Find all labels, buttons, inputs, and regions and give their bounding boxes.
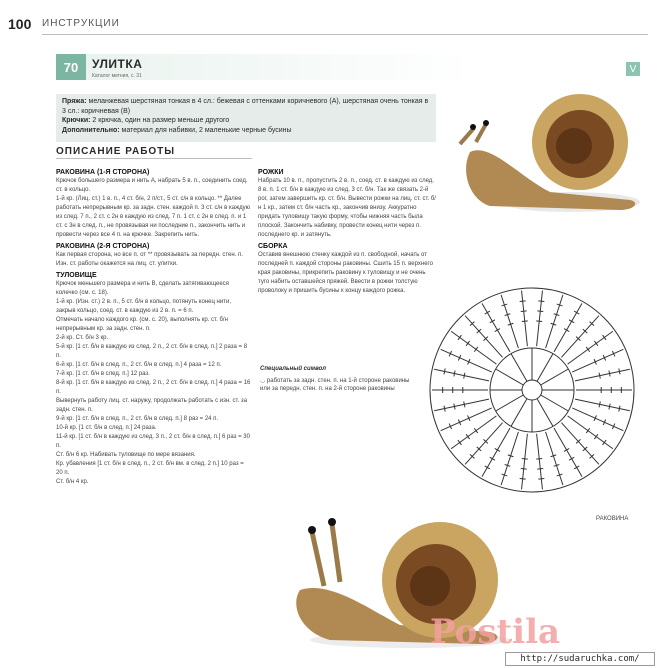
legend-text: работать за задн. стен. п. на 1-й стороне раковины или за передн. стен. п. на 2-й стороне раковины: [260, 378, 410, 392]
stitch-spoke: [434, 369, 489, 381]
chart-caption: РАКОВИНА: [596, 516, 629, 522]
stitch-tick: [454, 371, 455, 377]
extra-line: [62, 126, 430, 136]
pattern-subtitle: Каталог метния, с. 31: [92, 73, 142, 79]
stitch-spoke: [575, 399, 630, 411]
stitch-spoke: [575, 369, 630, 381]
hook-label: Крючки:: [62, 117, 91, 124]
inner-stitch: [511, 399, 527, 427]
section-heading: ТУЛОВИЩЕ: [56, 272, 97, 279]
instruction-paragraph: Крючок большего размера и нить А, набрать 5 в. п., соединить соед. ст. в кольцо.: [56, 178, 248, 193]
inner-stitch: [496, 395, 524, 411]
stitch-spoke: [522, 434, 528, 490]
stitch-tick: [466, 341, 470, 346]
stitch-tick: [619, 406, 620, 412]
stitch-spoke: [522, 291, 528, 347]
stitch-tick: [537, 469, 543, 470]
inner-stitch: [537, 399, 553, 427]
instruction-paragraph: 1-й кр. (Лиц. ст.) 1 в. п., 4 ст. б/н, 2 п/ст., 5 ст. с/н в кольцо. ** Далее работать непрерывным кр. за задн. стен. каждой п. 3 ст. с/н в каждую из след. 7 п., 2 ст. с 2н в каждую из след. 7 п. 1 ст. с 2н в след. п. и 1 ст. с 3н в след. п., не провязывая ни последние п., закончить нить и провести через все 4 п. на крючке. Закрепить нить.: [56, 196, 251, 238]
stitch-tick: [536, 459, 542, 460]
watermark-url: http://sudaruchka.com/: [505, 652, 655, 666]
legend-title: Специальный символ: [260, 366, 326, 372]
instruction-paragraph: Оставив внешнюю стенку каждой из п. свободной, начать от последней п. каждой стороны раковины. Сшить 15 п. верхнего края раковины, прикрепить раковину к туловищу и не очень туго набить оставшейся пряжей. Ввести в рожки толстую проволоку и пришить бусины к концу каждого рожка.: [258, 252, 433, 294]
instruction-paragraph: Как первая сторона, но все п. от ** провязывать за передн. стен. п. Изн. ст. работы окажется на лиц. ст. улитки.: [56, 252, 243, 267]
stitch-tick: [520, 301, 526, 302]
yarn-line: [62, 97, 430, 116]
inner-stitch: [537, 354, 553, 382]
instruction-paragraph: Кр. убавления [1 ст. б/н в след. п., 2 ст. б/н вм. в след. 2 п.] 10 раз = 20 п.: [56, 461, 244, 476]
stitch-tick: [569, 320, 574, 323]
instructions-column-2: [258, 166, 438, 296]
stitch-spoke: [451, 331, 496, 364]
stitch-tick: [569, 457, 574, 460]
section-heading: СБОРКА: [258, 243, 288, 250]
shell-crochet-chart: [420, 270, 650, 520]
stitch-tick: [586, 347, 590, 352]
yarn-text: меланжевая шерстяная тонкая в 4 сл.: бежевая с оттенками коричневого (А), шерстяная очень тонкая в 3 сл.: коричневая (В): [62, 98, 429, 115]
stitch-tick: [536, 321, 542, 322]
stitch-spoke: [441, 408, 492, 431]
stitch-tick: [619, 368, 620, 374]
stitch-tick: [490, 457, 495, 460]
stitch-tick: [444, 368, 445, 374]
instruction-paragraph: Набрать 10 в. п., пропустить 2 в. п., соед. ст. в каждую из след. 8 в. п. 1 ст. б/н в каждую из след. 3 ст. б/н. Так же связать 2-й рог, затем завершить кр. ст. б/н. Вывести рожки на лиц. ст. ст. б/н 1 кр., затем ст. б/н часть кр., закончив внизу. Аккуратно придать туловищу такую форму, чтобы нижняя часть была плоской. Закончить набивку, провести конец нити через п. последнего кр. и затянуть.: [258, 178, 436, 238]
inner-stitch: [541, 369, 569, 385]
inner-stitch: [496, 369, 524, 385]
stitch-tick: [520, 479, 526, 480]
stitch-spoke: [537, 434, 543, 490]
stitch-tick: [495, 329, 500, 332]
stitch-tick: [574, 311, 579, 314]
instruction-paragraph: Крючок меньшего размера и нить В, сделать затягивающееся колечко (см. с. 18).: [56, 281, 229, 296]
stitch-tick: [564, 448, 569, 451]
instruction-paragraph: Вывернуть работу лиц. ст. наружу, продолжать работать с изн. ст. за задн. стен. п.: [56, 398, 248, 413]
instruction-paragraph: 5-й кр. [1 ст. б/н в каждую из след. 2 п., 2 ст. б/н в след. п.] 2 раза = 8 п.: [56, 344, 248, 359]
inner-stitch: [511, 354, 527, 382]
page-header: [0, 0, 660, 40]
stitch-tick: [495, 448, 500, 451]
stitch-spoke: [441, 349, 492, 372]
stitch-tick: [474, 347, 478, 352]
description-divider: [56, 158, 252, 159]
instruction-paragraph: 6-й кр. [1 ст. б/н в след. п., 2 ст. б/н в след. п.] 4 раза = 12 п.: [56, 362, 222, 368]
stitch-tick: [603, 440, 607, 445]
instructions-column-1: [56, 166, 252, 487]
hook-line: [62, 116, 430, 126]
instruction-paragraph: Ст. б/н 4 кр.: [56, 479, 89, 485]
instruction-paragraph: 8-й кр. [1 ст. б/н в каждую из след. 2 п., 2 ст. б/н в след. п.] 4 раза = 16 п.: [56, 380, 251, 395]
stitch-tick: [464, 373, 465, 379]
materials-box: [56, 94, 436, 142]
instruction-paragraph: 2-й кр. Ст. б/н 3 кр.: [56, 335, 109, 341]
instruction-paragraph: 1-й кр. (Изн. ст.) 2 в. п., 5 ст. б/н в кольцо, потянуть конец нити, закрыв кольцо, соед. ст. в каждую из 2 в. п. = 6 п.: [56, 299, 231, 314]
stitch-tick: [594, 341, 598, 346]
instruction-paragraph: Ст. б/н 6 кр. Набивать туловище по мере вязания.: [56, 452, 196, 458]
stitch-tick: [521, 469, 527, 470]
stitch-tick: [538, 301, 544, 302]
inner-stitch: [541, 395, 569, 411]
stitch-tick: [485, 311, 490, 314]
instruction-paragraph: Отмечать начало каждого кр. (см. с. 20), выполнять кр. ст. б/н непрерывным кр. за задн. стен. п.: [56, 317, 228, 332]
stitch-spoke: [568, 331, 613, 364]
stitch-tick: [609, 404, 610, 410]
postila-logo: Postila: [430, 612, 561, 652]
stitch-tick: [485, 466, 490, 469]
corner-badge: V: [626, 62, 640, 76]
stitch-tick: [490, 320, 495, 323]
extra-text: материал для набивки, 2 маленькие черные бусины: [121, 126, 292, 134]
stitch-tick: [458, 335, 462, 340]
pattern-title: УЛИТКА: [92, 57, 143, 71]
stitch-tick: [564, 329, 569, 332]
stitch-spoke: [568, 416, 613, 449]
stitch-tick: [522, 459, 528, 460]
hook-text: 2 крючка, один на размер меньше другого: [92, 117, 230, 124]
stitch-tick: [574, 466, 579, 469]
stitch-tick: [603, 335, 607, 340]
stitch-tick: [537, 311, 543, 312]
stitch-spoke: [465, 316, 502, 358]
stitch-spoke: [561, 316, 598, 358]
extra-label: Дополнительно:: [62, 126, 120, 134]
page-number: 100: [8, 16, 32, 32]
description-heading: ОПИСАНИЕ РАБОТЫ: [56, 146, 176, 157]
stitch-tick: [466, 434, 470, 439]
stitch-tick: [599, 373, 600, 379]
stitch-tick: [458, 440, 462, 445]
legend-entry: [260, 377, 420, 393]
header-divider: [42, 34, 648, 35]
stitch-tick: [464, 401, 465, 407]
section-heading: РАКОВИНА (2-Я СТОРОНА): [56, 243, 150, 250]
stitch-tick: [599, 401, 600, 407]
stitch-spoke: [465, 423, 502, 465]
stitch-spoke: [572, 408, 623, 431]
section-label: ИНСТРУКЦИИ: [42, 18, 120, 29]
stitch-tick: [609, 371, 610, 377]
stitch-spoke: [572, 349, 623, 372]
stitch-tick: [538, 479, 544, 480]
stitch-tick: [474, 428, 478, 433]
stitch-spoke: [434, 399, 489, 411]
section-heading: РАКОВИНА (1-Я СТОРОНА): [56, 169, 150, 176]
stitch-spoke: [451, 416, 496, 449]
snail-photo-top: [430, 82, 650, 222]
stitch-spoke: [537, 291, 543, 347]
stitch-tick: [586, 428, 590, 433]
back-loop-symbol-icon: ◡: [260, 378, 266, 384]
instruction-paragraph: 9-й кр. [1 ст. б/н в след. п., 2 ст. б/н в след. п.] 8 раз = 24 п.: [56, 416, 219, 422]
instruction-paragraph: 11-й кр. [1 ст. б/н в каждую из след. 3 п., 2 ст. б/н в след. п.] 6 раз = 30 п.: [56, 434, 250, 449]
stitch-tick: [444, 406, 445, 412]
pattern-number-badge: 70: [56, 54, 86, 80]
title-band: [86, 54, 642, 80]
stitch-spoke: [561, 423, 598, 465]
stitch-tick: [521, 311, 527, 312]
stitch-tick: [594, 434, 598, 439]
section-heading: РОЖКИ: [258, 169, 284, 176]
instruction-paragraph: 7-й кр. [1 ст. б/н в след. п.] 12 раз.: [56, 371, 150, 377]
instruction-paragraph: 10-й кр. [1 ст. б/н в след. п.] 24 раза.: [56, 425, 157, 431]
stitch-tick: [454, 404, 455, 410]
yarn-label: Пряжа:: [62, 98, 87, 105]
stitch-tick: [522, 321, 528, 322]
